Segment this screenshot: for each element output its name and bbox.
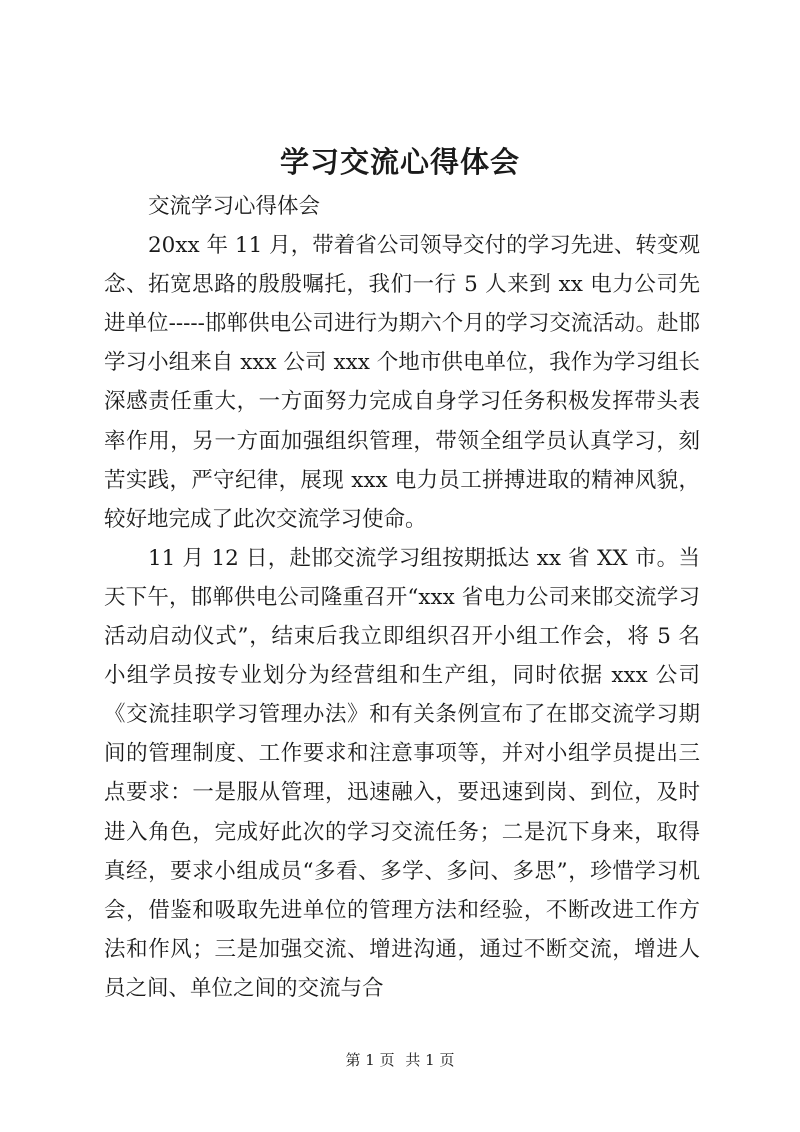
- paragraph-2: 11 月 12 日，赴邯交流学习组按期抵达 xx 省 XX 市。当天下午，邯郸供电公司隆重召开“xxx 省电力公司来邯交流学习活动启动仪式”，结束后我立即组织召开小组工作会，将 5 名小组学员按专业划分为经营组和生产组，同时依据 xxx 公司《交流挂职学习管理办法》和有关条例宣布了在邯交流学习期间的管理制度、工作要求和注意事项等，并对小组学员提出三点要求：一是服从管理，迅速融入，要迅速到岗、到位，及时进入角色，完成好此次的学习交流任务；二是沉下身来，取得真经，要求小组成员“多看、多学、多问、多思”，珍惜学习机会，借鉴和吸取先进单位的管理方法和经验，不断改进工作方法和作风；三是加强交流、增进沟通，通过不断交流，增进人员之间、单位之间的交流与合: [104, 545, 700, 1001]
- page-footer: [0, 1049, 800, 1070]
- page-total: 共 1 页: [405, 1051, 455, 1069]
- document-body: [104, 187, 700, 1008]
- paragraph-1: 20xx 年 11 月，带着省公司领导交付的学习先进、转变观念、拓宽思路的殷殷嘱托，我们一行 5 人来到 xx 电力公司先进单位-----邯郸供电公司进行为期六个月的学习交流活动。赴邯学习小组来自 xxx 公司 xxx 个地市供电单位，我作为学习组长深感责任重大，一方面努力完成自身学习任务积极发挥带头表率作用，另一方面加强组织管理，带领全组学员认真学习，刻苦实践，严守纪律，展现 xxx 电力员工拼搏进取的精神风貌，较好地完成了此次交流学习使命。: [104, 233, 700, 532]
- document-title: 学习交流心得体会: [279, 145, 520, 179]
- page-number: 第 1 页: [345, 1051, 395, 1069]
- document-subtitle: 交流学习心得体会: [148, 194, 321, 219]
